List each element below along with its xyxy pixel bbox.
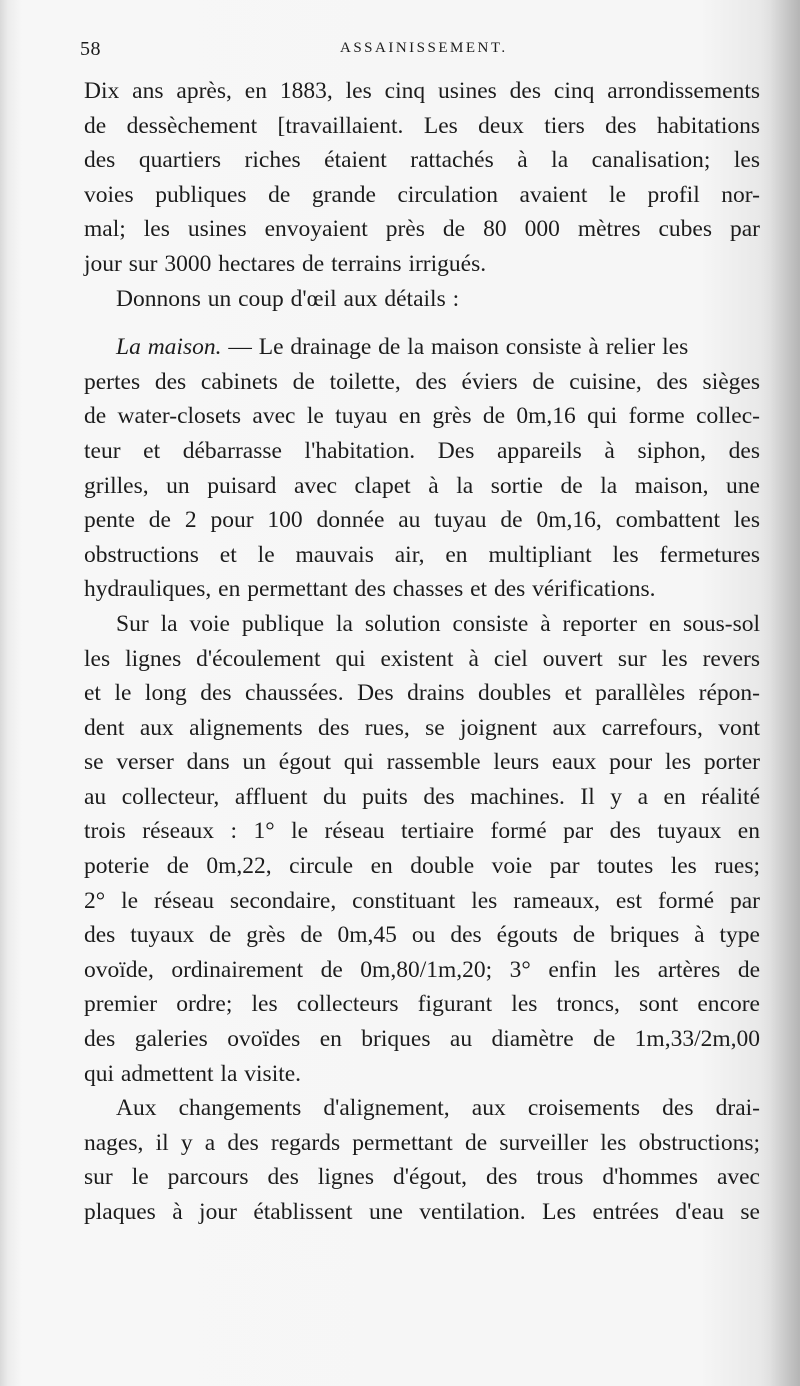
text-line: se verser dans un égout qui rassemble leurs eaux pour les porter bbox=[84, 749, 760, 776]
text-line: poterie de 0m,22, circule en double voie par toutes les rues; bbox=[84, 853, 760, 880]
text-line: les lignes d'écoulement qui existent à ciel ouvert sur les revers bbox=[84, 645, 760, 672]
running-head bbox=[80, 38, 760, 68]
text-line: Aux changements d'alignement, aux croisements des drai- bbox=[116, 1095, 760, 1122]
running-title: ASSAINISSEMENT. bbox=[340, 40, 508, 56]
text-line: mal; les usines envoyaient près de 80 000 mètres cubes par bbox=[84, 216, 760, 243]
text-line: pente de 2 pour 100 donnée au tuyau de 0m,16, combattent les bbox=[84, 507, 760, 534]
text-line: ovoïde, ordinairement de 0m,80/1m,20; 3° enfin les artères de bbox=[84, 956, 760, 983]
text-line: au collecteur, affluent du puits des machines. Il y a en réalité bbox=[84, 783, 760, 810]
paragraph-gap bbox=[84, 316, 760, 330]
text-line: 2° le réseau secondaire, constituant les rameaux, est formé par bbox=[84, 887, 760, 914]
text-line: sur le parcours des lignes d'égout, des trous d'hommes avec bbox=[84, 1164, 760, 1191]
text-line: teur et débarrasse l'habitation. Des appareils à siphon, des bbox=[84, 437, 760, 464]
text-line: des galeries ovoïdes en briques au diamètre de 1m,33/2m,00 bbox=[84, 1026, 760, 1053]
section-heading: La maison. bbox=[116, 334, 222, 361]
text-line: qui admettent la visite. bbox=[84, 1060, 302, 1087]
text-line: voies publiques de grande circulation avaient le profil nor- bbox=[84, 181, 760, 208]
text-line: nages, il y a des regards permettant de surveiller les obstructions; bbox=[84, 1129, 760, 1156]
page-number: 58 bbox=[80, 38, 101, 60]
text-line: Donnons un coup d'œil aux détails : bbox=[116, 285, 460, 312]
text-line: dent aux alignements des rues, se joignent aux carrefours, vont bbox=[84, 714, 760, 741]
section-text: — Le drainage de la maison consiste à relier les bbox=[221, 334, 689, 361]
text-line: plaques à jour établissent une ventilation. Les entrées d'eau se bbox=[84, 1199, 760, 1225]
text-line: des tuyaux de grès de 0m,45 ou des égouts de briques à type bbox=[84, 922, 760, 949]
text-line: Dix ans après, en 1883, les cinq usines des cinq arrondissements bbox=[84, 78, 760, 104]
text-line: pertes des cabinets de toilette, des éviers de cuisine, des sièges bbox=[84, 368, 760, 395]
text-line: hydrauliques, en permettant des chasses et des vérifications. bbox=[84, 576, 656, 603]
text-line: de dessèchement [travaillaient. Les deux tiers des habitations bbox=[84, 112, 760, 139]
body-text bbox=[84, 74, 760, 1230]
page-edge-shadow bbox=[760, 0, 800, 1386]
text-line: trois réseaux : 1° le réseau tertiaire formé par des tuyaux en bbox=[84, 818, 760, 845]
text-line: et le long des chaussées. Des drains doubles et parallèles répon- bbox=[84, 680, 760, 707]
text-line: des quartiers riches étaient rattachés à la canalisation; les bbox=[84, 147, 760, 174]
text-line: jour sur 3000 hectares de terrains irrigués. bbox=[84, 250, 487, 277]
text-line bbox=[84, 330, 760, 365]
text-line: de water-closets avec le tuyau en grès de 0m,16 qui forme collec- bbox=[84, 403, 760, 430]
text-line: obstructions et le mauvais air, en multipliant les fermetures bbox=[84, 541, 760, 568]
text-line: Sur la voie publique la solution consiste à reporter en sous-sol bbox=[116, 610, 760, 637]
text-line: grilles, un puisard avec clapet à la sortie de la maison, une bbox=[84, 472, 760, 499]
text-line: premier ordre; les collecteurs figurant les troncs, sont encore bbox=[84, 991, 760, 1018]
